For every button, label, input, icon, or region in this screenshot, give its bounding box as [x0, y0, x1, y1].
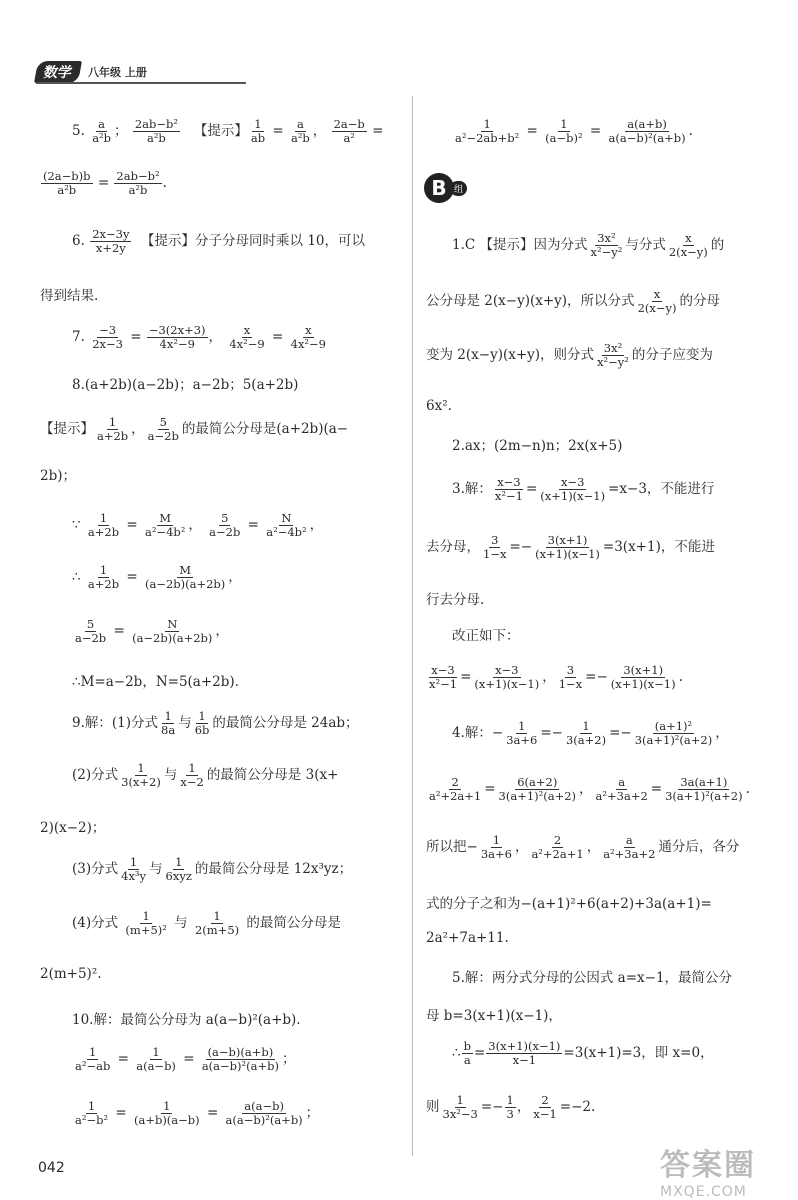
- b-item-4-cont4: 2a²+7a+11.: [426, 930, 509, 946]
- item-9-2: (2)分式 $\frac{1}{3(x+2)}$ 与 $\frac{1}{x-2}$ 的最简公分母是 3(x+: [72, 761, 339, 789]
- group-b-logo: [424, 173, 467, 203]
- item-5-cont: $\frac{(2a-b)b}{\text{a²b}}$ = $\frac{\text{2ab−b²}}{\text{a²b}}$ .: [43, 169, 167, 197]
- b-item-1-cont1: 公分母是 2(x−y)(x+y)，所以分式 $\frac{x}{2(x-y)}$ 的分母: [426, 287, 720, 315]
- item-10: 10.解：最简公分母为 a(a−b)²(a+b).: [72, 1012, 301, 1028]
- b-item-2: 2.ax；(2m−n)n；2x(x+5): [452, 438, 623, 454]
- b-item-3-fix: 改正如下：: [452, 628, 520, 644]
- b-item-5-cont3: 则 $\frac{1}{\text{3x²−3}}$ =− $\frac{1}{3}$ ， $\frac{2}{x-1}$ =−2.: [426, 1093, 596, 1121]
- item-6: 6. $\frac{2x-3y}{x+2y}$ 【提示】分子分母同时乘以 10，可以: [72, 227, 366, 255]
- b-item-4: 4.解：− $\frac{1}{3a+6}$ =− $\frac{1}{3(a+2)}$ =− $\frac{\text{(a+1)²}}{\text{3(a+1)²(a+2)}}$ ，: [452, 719, 729, 747]
- item-6-cont: 得到结果.: [40, 288, 99, 304]
- b-item-5-cont1: 母 b=3(x+1)(x−1)，: [426, 1008, 562, 1024]
- item-10-step3: $\frac{1}{\text{a²−2ab+b²}}$ = $\frac{1}{\text{(a−b)²}}$ = $\frac{a(a+b)}{\text{a(a−b)²(a+b)}}$ .: [455, 117, 693, 145]
- item-9-2-cont: 2)(x−2)；: [40, 820, 106, 836]
- item-8-step3: $\frac{5}{a-2b}$ = $\frac{N}{(a-2b)(a+2b)}$ ，: [75, 617, 229, 645]
- subject-badge: 数学: [34, 61, 82, 83]
- b-item-1-cont2: 变为 2(x−y)(x+y)，则分式 $\frac{\text{3x²}}{\text{x²−y²}}$ 的分子应变为: [426, 341, 713, 369]
- b-item-4-cont3: 式的分子之和为−(a+1)²+6(a+2)+3a(a+1)=: [426, 896, 712, 912]
- item-8-tip-cont: 2b)；: [40, 468, 76, 484]
- b-item-3-fix-eq: $\frac{x-3}{\text{x²−1}}$ = $\frac{x-3}{(x+1)(x-1)}$ ， $\frac{3}{1-x}$ =− $\frac{3(x+1)}{(x+1)(x-1)}$ .: [429, 663, 683, 691]
- page-number: 042: [38, 1160, 65, 1176]
- watermark-text: 答案圈: [660, 1148, 756, 1183]
- grade-label: 八年级 上册: [88, 66, 147, 79]
- watermark-url: MXQE.COM: [660, 1184, 747, 1200]
- group-b-letter: B: [424, 173, 454, 203]
- page-header: [36, 62, 147, 82]
- group-b-label: 组: [450, 181, 467, 196]
- b-item-4-cont1: $\frac{2}{\text{a²+2a+1}}$ = $\frac{6(a+2)}{\text{3(a+1)²(a+2)}}$ ， $\frac{a}{\text{a²+3a+2}}$ = $\frac{3a(a+1)}{\text{3(a+1)²(a+2)}}$ .: [429, 775, 750, 803]
- b-item-1: 1.C 【提示】因为分式 $\frac{\text{3x²}}{\text{x²−y²}}$ 与分式 $\frac{x}{2(x-y)}$ 的: [452, 231, 725, 259]
- item-7: 7. $\frac{-3}{2x-3}$ = $\frac{-3(2x+3)}{\text{4x²−9}}$ ， $\frac{x}{\text{4x²−9}}$ = $\frac{x}{\text{4x²−9}}$: [72, 323, 326, 351]
- item-10-step1: $\frac{1}{\text{a²−ab}}$ = $\frac{1}{a(a-b)}$ = $\frac{(a-b)(a+b)}{\text{a(a−b)²(a+b)}}$ ；: [75, 1045, 296, 1073]
- item-9-4: (4)分式 $\frac{1}{\text{(m+5)²}}$ 与 $\frac{1}{2(m+5)}$ 的最简公分母是: [72, 909, 341, 937]
- item-9-4-cont: 2(m+5)².: [40, 966, 102, 982]
- watermark: [660, 1140, 756, 1200]
- b-item-5-cont2: ∴ $\frac{b}{a}$ = $\frac{3(x+1)(x-1)}{x-1}$ =3(x+1)=3，即 x=0，: [452, 1039, 714, 1067]
- item-9-3: (3)分式 $\frac{1}{\text{4x³y}}$ 与 $\frac{1}{\text{6xyz}}$ 的最简公分母是 12x³yz；: [72, 855, 353, 883]
- item-5: 5. $\frac{a}{\text{a²b}}$ ； $\frac{\text{2ab−b²}}{\text{a²b}}$ 【提示】 $\frac{1}{ab}$ = $\frac{a}{\text{a²b}}$ ， $\frac{2a-b}{\text{a²}}$ =: [72, 117, 384, 145]
- column-divider: [412, 96, 413, 1156]
- b-item-1-cont3: 6x².: [426, 398, 452, 414]
- header-rule: [36, 82, 246, 84]
- item-8-step2: ∴ $\frac{1}{a+2b}$ = $\frac{M}{(a-2b)(a+2b)}$ ，: [72, 563, 242, 591]
- item-10-step2: $\frac{1}{\text{a²−b²}}$ = $\frac{1}{(a+b)(a-b)}$ = $\frac{a(a-b)}{\text{a(a−b)²(a+b)}}$ ；: [75, 1099, 320, 1127]
- b-item-3-cont2: 行去分母.: [426, 592, 485, 608]
- item-8-step1: ∵ $\frac{1}{a+2b}$ = $\frac{M}{\text{a²−4b²}}$ ， $\frac{5}{a-2b}$ = $\frac{N}{\text{a²−4b²}}$ ，: [72, 511, 324, 539]
- item-8: 8.(a+2b)(a−2b)；a−2b；5(a+2b): [72, 377, 299, 393]
- b-item-3: 3.解： $\frac{x-3}{\text{x²−1}}$ = $\frac{x-3}{(x+1)(x-1)}$ =x−3，不能进行: [452, 475, 715, 503]
- item-8-tip: 【提示】 $\frac{1}{a+2b}$ ， $\frac{5}{a-2b}$ 的最简公分母是(a+2b)(a−: [40, 415, 349, 443]
- item-8-result: ∴M=a−2b，N=5(a+2b).: [72, 674, 239, 690]
- b-item-4-cont2: 所以把− $\frac{1}{3a+6}$ ， $\frac{2}{\text{a²+2a+1}}$ ， $\frac{a}{\text{a²+3a+2}}$ 通分后，各分: [426, 833, 740, 861]
- b-item-3-cont1: 去分母， $\frac{3}{1-x}$ =− $\frac{3(x+1)}{(x+1)(x-1)}$ =3(x+1)，不能进: [426, 533, 715, 561]
- item-9-1: 9.解：(1)分式 $\frac{1}{8a}$ 与 $\frac{1}{6b}$ 的最简公分母是 24ab；: [72, 709, 359, 737]
- b-item-5: 5.解：两分式分母的公因式 a=x−1，最简公分: [452, 970, 733, 986]
